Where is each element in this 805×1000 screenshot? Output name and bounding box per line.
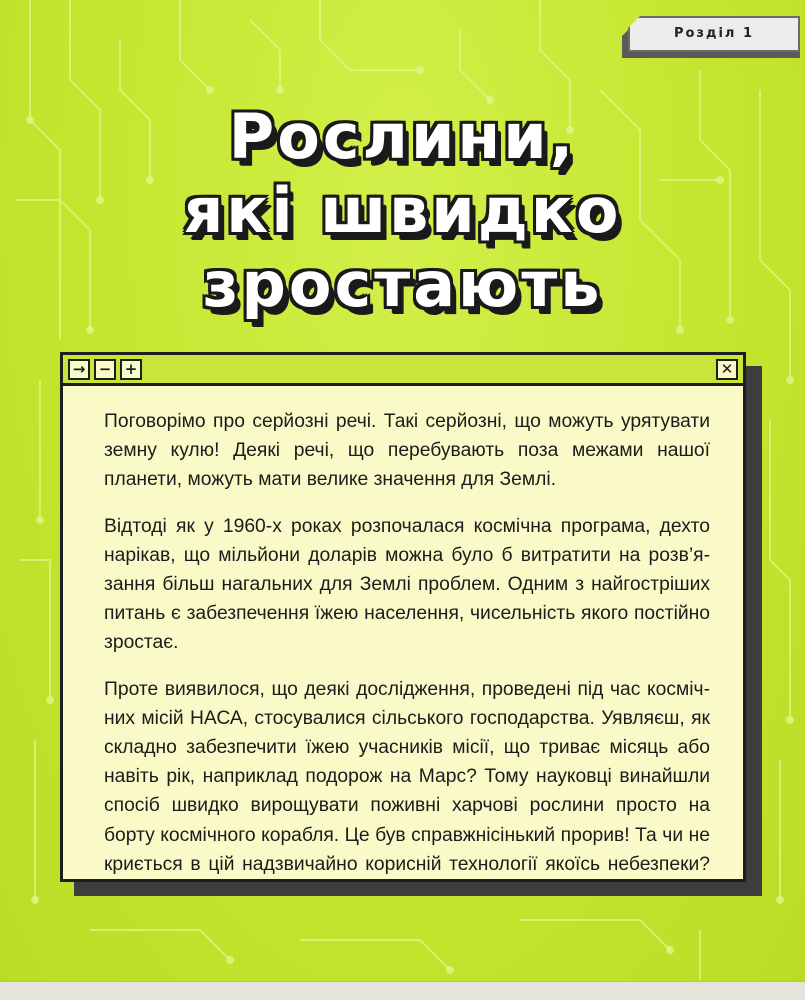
paragraph-line: навіть рік, наприклад подорож на Марс? Тому науковці винайшли [104, 766, 710, 788]
paragraph-2 [104, 512, 710, 658]
window-body-text [104, 407, 710, 896]
page-bottom-edge [0, 981, 805, 1000]
paragraph-line: складно забезпечити їжею учасників місії, що триває місяць або [104, 737, 710, 759]
title-line-2: які швидко [183, 174, 622, 247]
paragraph-line: зростає. [104, 632, 179, 654]
text-window [60, 352, 746, 882]
page-title [120, 100, 685, 330]
paragraph-line: борту космічного корабля. Це був справжнісінький прорив! Та чи не [104, 824, 710, 846]
paragraph-line: нарікав, що мільйони доларів можна було б витратити на розв’я- [104, 544, 710, 566]
paragraph-3 [104, 675, 710, 879]
paragraph-line: них місій НАСА, стосувалися сільського господарства. Уявляєш, як [104, 707, 710, 729]
paragraph-1 [104, 407, 710, 495]
close-icon[interactable]: ✕ [716, 359, 738, 380]
paragraph-line: планети, можуть мати велике значення для Землі. [104, 469, 557, 491]
paragraph-line: земну кулю! Деякі речі, що перебувають поза межами нашої [104, 440, 710, 462]
arrow-right-icon[interactable]: → [68, 359, 90, 380]
paragraph-line: Відтоді як у 1960-х роках розпочалася космічна програма, дехто [104, 515, 710, 537]
paragraph-line: Поговорімо про серйозні речі. Такі серйозні, що можуть урятувати [104, 411, 710, 432]
maximize-icon[interactable]: + [120, 359, 142, 380]
window-title-bar [63, 355, 743, 386]
minimize-icon[interactable]: − [94, 359, 116, 380]
title-line-1: Рослини, [228, 100, 577, 173]
paragraph-line: питань є забезпечення їжею населення, чисельність якого постійно [104, 603, 710, 625]
chapter-tab [622, 14, 800, 58]
title-line-3: зростають [202, 248, 603, 321]
paragraph-line: зання більш нагальних для Землі проблем. Одним з найгостріших [104, 574, 710, 596]
paragraph-line: Проте виявилося, що деякі дослідження, проведені під час косміч- [104, 678, 710, 700]
paragraph-line: криється в цій надзвичайно корисній технології якоїсь небезпеки? [104, 853, 710, 875]
chapter-label: Розділ 1 [673, 26, 755, 41]
paragraph-line: спосіб швидко вирощувати поживні харчові рослини просто на [104, 795, 710, 817]
